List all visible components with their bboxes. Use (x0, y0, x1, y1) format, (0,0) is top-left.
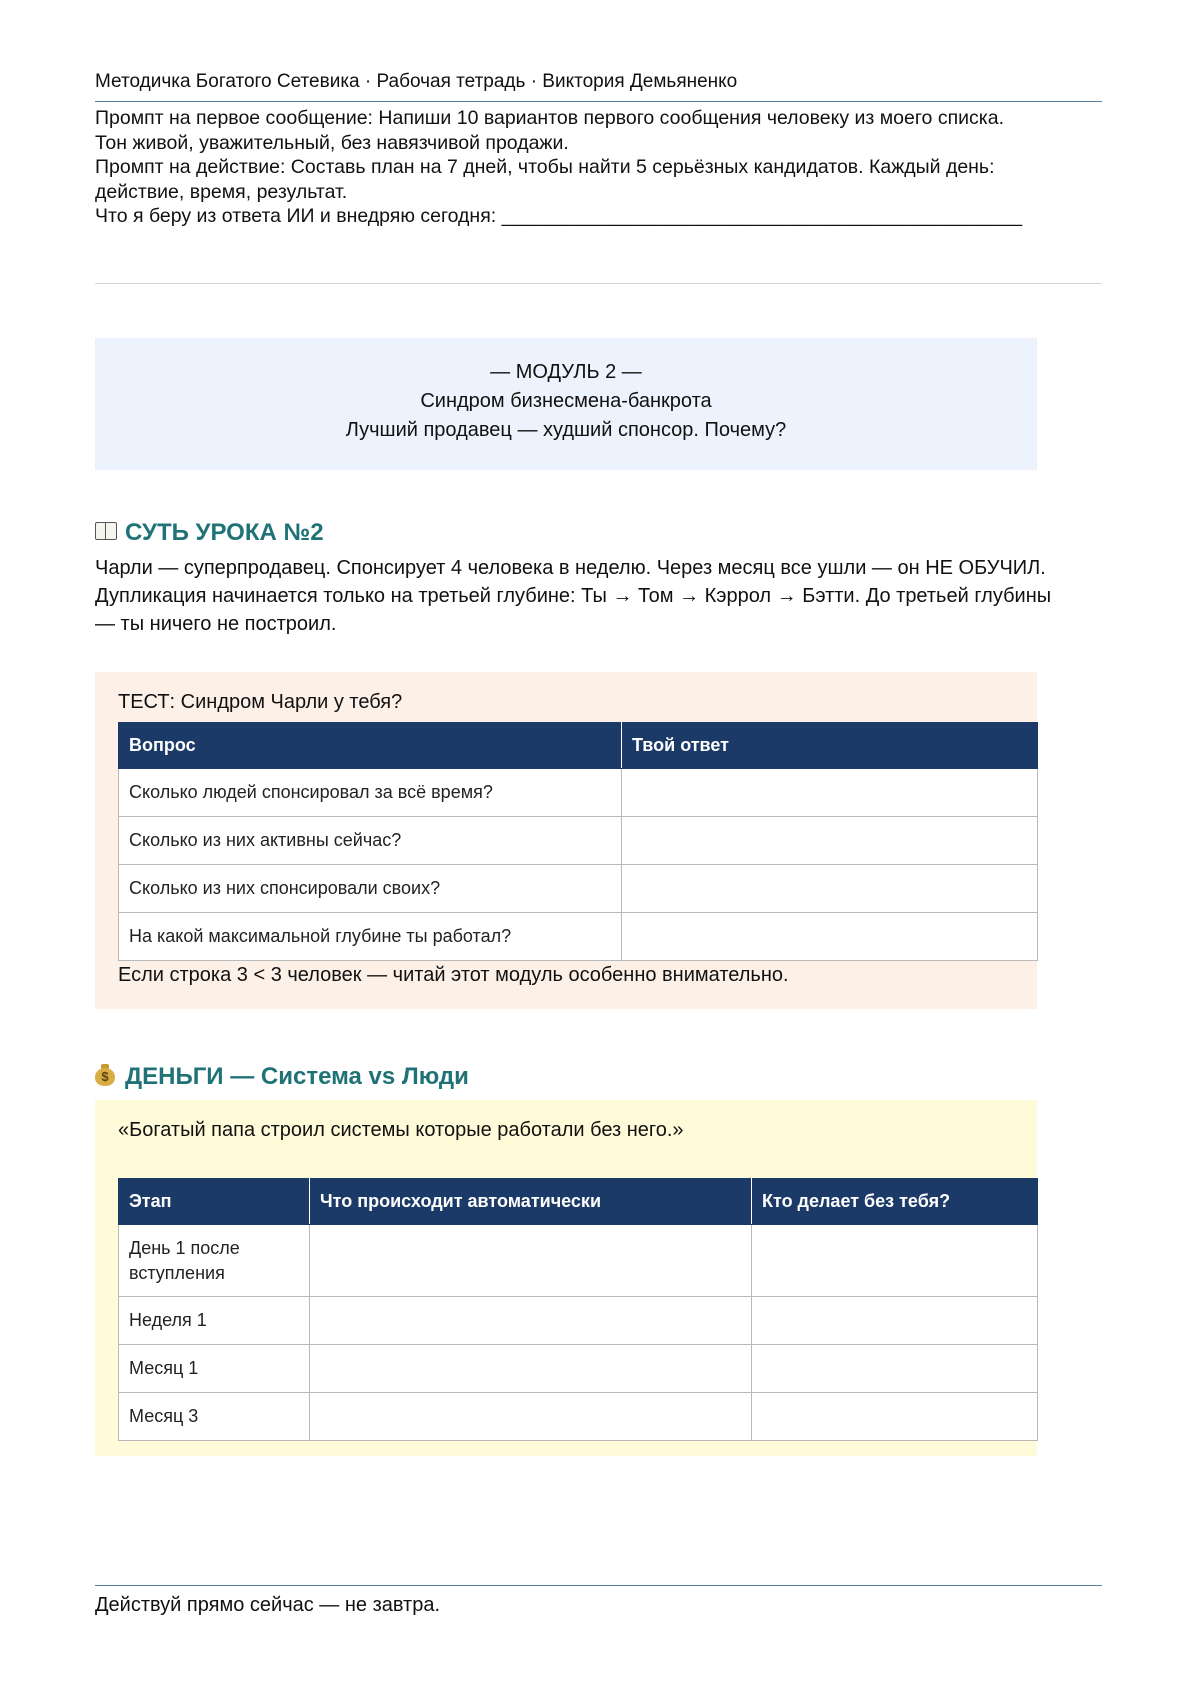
page-footer: Действуй прямо сейчас — не завтра. (95, 1594, 441, 1616)
test-panel (95, 672, 1037, 1009)
automatic-cell[interactable] (310, 1393, 752, 1441)
question-cell: Сколько людей спонсировал за всё время? (119, 769, 622, 817)
money-heading (95, 1062, 469, 1092)
money-table (118, 1178, 1038, 1441)
question-cell: На какой максимальной глубине ты работал? (119, 913, 622, 961)
table-row (119, 1297, 1038, 1345)
prompt-line: Что я беру из ответа ИИ и внедряю сегодня: ________________________________________________ (95, 205, 1023, 227)
header-divider (95, 101, 1102, 102)
who-cell[interactable] (752, 1297, 1038, 1345)
column-header: Этап (119, 1179, 310, 1225)
lesson-text: Чарли — суперпродавец. Спонсирует 4 человека в неделю. Через месяц все ушли — он НЕ ОБУЧИЛ. Дупликация начинается только на третьей глубине: Ты → Том → Кэррол → Бэтти. До третьей глубины — ты ничего не построил. (95, 557, 1052, 635)
table-row (119, 913, 1038, 961)
who-cell[interactable] (752, 1393, 1038, 1441)
column-header: Что происходит автоматически (310, 1179, 752, 1225)
column-header: Вопрос (119, 723, 622, 769)
question-cell: Сколько из них спонсировали своих? (119, 865, 622, 913)
stage-cell: День 1 после вступления (119, 1225, 310, 1297)
column-header: Кто делает без тебя? (752, 1179, 1038, 1225)
test-table (118, 722, 1038, 961)
section-divider (95, 283, 1102, 284)
money-table-header (119, 1179, 1038, 1225)
prompt-line: действие, время, результат. (95, 180, 348, 203)
question-cell: Сколько из них активны сейчас? (119, 817, 622, 865)
column-header: Твой ответ (622, 723, 1038, 769)
answer-cell[interactable] (622, 817, 1038, 865)
test-title: ТЕСТ: Синдром Чарли у тебя? (118, 691, 403, 713)
table-row (119, 1225, 1038, 1297)
module-label: — МОДУЛЬ 2 — (490, 361, 642, 383)
stage-cell: Месяц 1 (119, 1345, 310, 1393)
page-header: Методичка Богатого Сетевика · Рабочая тетрадь · Виктория Демьяненко (95, 71, 738, 92)
stage-cell: Месяц 3 (119, 1393, 310, 1441)
prompt-line: Тон живой, уважительный, без навязчивой продажи. (95, 131, 569, 154)
open-book-icon (95, 518, 121, 548)
answer-cell[interactable] (622, 769, 1038, 817)
who-cell[interactable] (752, 1345, 1038, 1393)
automatic-cell[interactable] (310, 1297, 752, 1345)
table-row (119, 1345, 1038, 1393)
money-quote: «Богатый папа строил системы которые работали без него.» (118, 1119, 684, 1141)
answer-cell[interactable] (622, 913, 1038, 961)
test-table-header (119, 723, 1038, 769)
lesson-heading (95, 518, 324, 548)
table-row (119, 865, 1038, 913)
module-subtitle: Лучший продавец — худший спонсор. Почему? (345, 419, 787, 441)
stage-cell: Неделя 1 (119, 1297, 310, 1345)
automatic-cell[interactable] (310, 1345, 752, 1393)
table-row (119, 1393, 1038, 1441)
footer-divider (95, 1585, 1102, 1586)
prompts-block (95, 106, 1102, 229)
module-title: Синдром бизнесмена-банкрота (420, 390, 712, 412)
money-panel (95, 1100, 1037, 1456)
money-heading-text: ДЕНЬГИ — Система vs Люди (125, 1063, 469, 1090)
answer-cell[interactable] (622, 865, 1038, 913)
test-note: Если строка 3 < 3 человек — читай этот модуль особенно внимательно. (118, 964, 789, 986)
automatic-cell[interactable] (310, 1225, 752, 1297)
lesson-heading-text: СУТЬ УРОКА №2 (125, 519, 324, 546)
table-row (119, 769, 1038, 817)
prompt-line: Промпт на первое сообщение: Напиши 10 вариантов первого сообщения человеку из моего списка. (95, 107, 1004, 129)
module-banner (95, 338, 1037, 470)
prompt-line: Промпт на действие: Составь план на 7 дней, чтобы найти 5 серьёзных кандидатов. Каждый день: (95, 156, 995, 178)
money-bag-icon: $ (95, 1062, 121, 1092)
table-row (119, 817, 1038, 865)
who-cell[interactable] (752, 1225, 1038, 1297)
